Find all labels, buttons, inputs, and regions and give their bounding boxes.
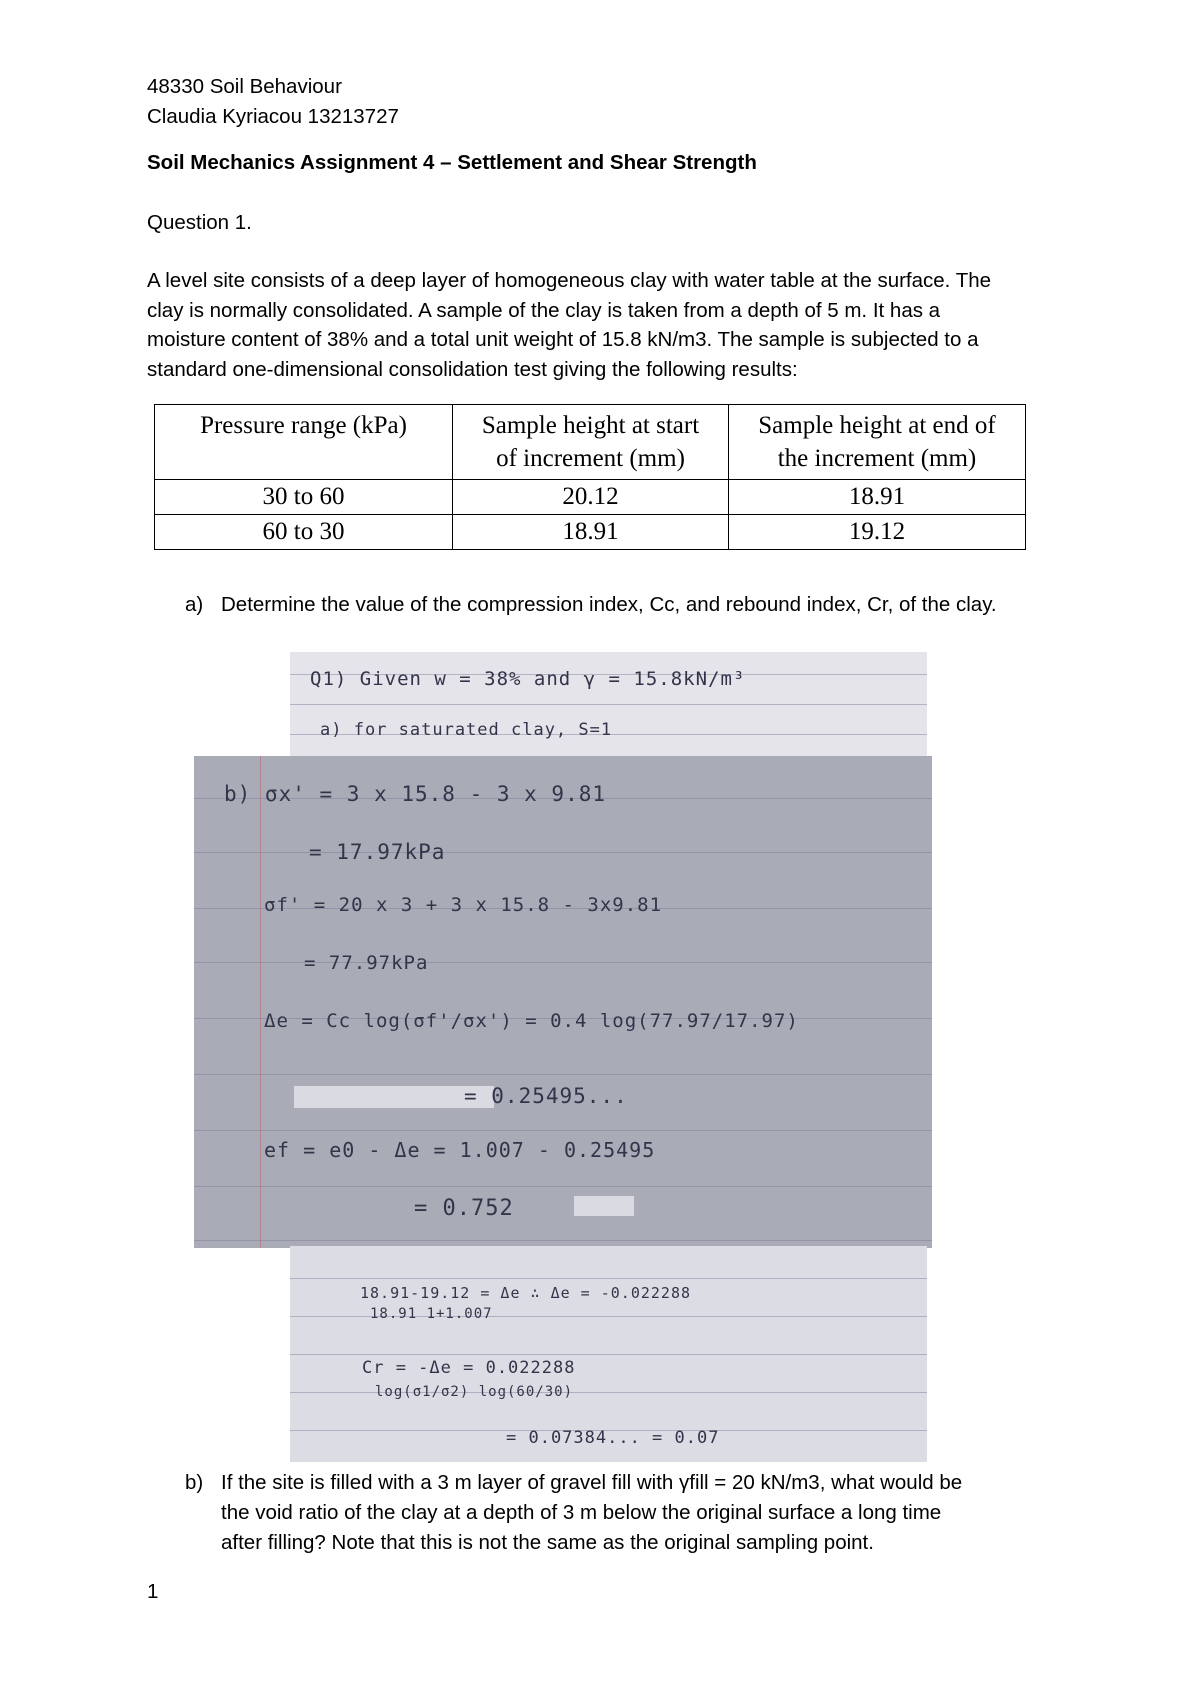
table-cell: 60 to 30 [155, 515, 453, 550]
handwritten-line: Cr = -Δe = 0.022288 [362, 1358, 576, 1378]
table-header-row [155, 405, 1026, 480]
table-header-cell: Pressure range (kPa) [155, 405, 453, 480]
handwritten-line: = 0.25495... [464, 1084, 628, 1108]
handwritten-notes-photo [290, 652, 927, 757]
question-paragraph [147, 266, 1077, 384]
page-number: 1 [147, 1580, 159, 1603]
handwritten-line: a) for saturated clay, S=1 [320, 720, 613, 740]
table-header-cell: Sample height at end of the increment (mm) [729, 405, 1026, 480]
paragraph-line: clay is normally consolidated. A sample of the clay is taken from a depth of 5 m. It has a [147, 298, 941, 322]
table-cell: 19.12 [729, 515, 1026, 550]
part-b-label: b) [185, 1471, 204, 1494]
part-b-line: If the site is filled with a 3 m layer of gravel fill with γfill = 20 kN/m3, what would be [221, 1471, 963, 1494]
handwritten-line: b) σx' = 3 x 15.8 - 3 x 9.81 [224, 782, 607, 806]
paragraph-line: standard one-dimensional consolidation test giving the following results: [147, 357, 798, 381]
student-line: Claudia Kyriacou 13213727 [147, 105, 399, 128]
handwritten-line: σf' = 20 x 3 + 3 x 15.8 - 3x9.81 [264, 894, 663, 916]
paragraph-line: moisture content of 38% and a total unit weight of 15.8 kN/m3. The sample is subjected to a [147, 328, 979, 352]
part-a-text: Determine the value of the compression index, Cc, and rebound index, Cr, of the clay. [221, 593, 997, 616]
table-cell: 20.12 [453, 480, 729, 515]
handwritten-line: = 0.752 [414, 1196, 514, 1221]
table-cell: 18.91 [453, 515, 729, 550]
handwritten-line: = 17.97kPa [309, 840, 446, 864]
handwritten-line: = 77.97kPa [304, 952, 429, 974]
question-heading: Question 1. [147, 211, 252, 234]
assignment-title: Soil Mechanics Assignment 4 – Settlement and Shear Strength [147, 151, 757, 174]
handwritten-line: 18.91 1+1.007 [370, 1306, 493, 1322]
part-b-text [221, 1468, 962, 1558]
table-cell: 18.91 [729, 480, 1026, 515]
handwritten-notes-photo [194, 756, 932, 1248]
table-row [155, 480, 1026, 515]
part-b-line: the void ratio of the clay at a depth of 3 m below the original surface a long time [221, 1501, 942, 1524]
handwritten-notes-photo [290, 1246, 927, 1462]
part-a-label: a) [185, 593, 204, 616]
handwritten-line: ef = e0 - Δe = 1.007 - 0.25495 [264, 1138, 656, 1162]
paragraph-line: A level site consists of a deep layer of homogeneous clay with water table at the surface. The [147, 269, 992, 292]
handwritten-line: Q1) Given w = 38% and γ = 15.8kN/m³ [310, 668, 746, 690]
course-line: 48330 Soil Behaviour [147, 75, 342, 98]
part-b-line: after filling? Note that this is not the same as the original sampling point. [221, 1531, 874, 1554]
handwritten-line: log(σ1/σ2) log(60/30) [375, 1384, 574, 1400]
table-row [155, 515, 1026, 550]
handwritten-line: Δe = Cc log(σf'/σx') = 0.4 log(77.97/17.97) [264, 1010, 799, 1032]
consolidation-table [154, 404, 1026, 550]
handwritten-line: 18.91-19.12 = Δe ∴ Δe = -0.022288 [360, 1284, 692, 1302]
handwritten-line: = 0.07384... = 0.07 [506, 1428, 720, 1448]
table-cell: 30 to 60 [155, 480, 453, 515]
table-header-cell: Sample height at start of increment (mm) [453, 405, 729, 480]
